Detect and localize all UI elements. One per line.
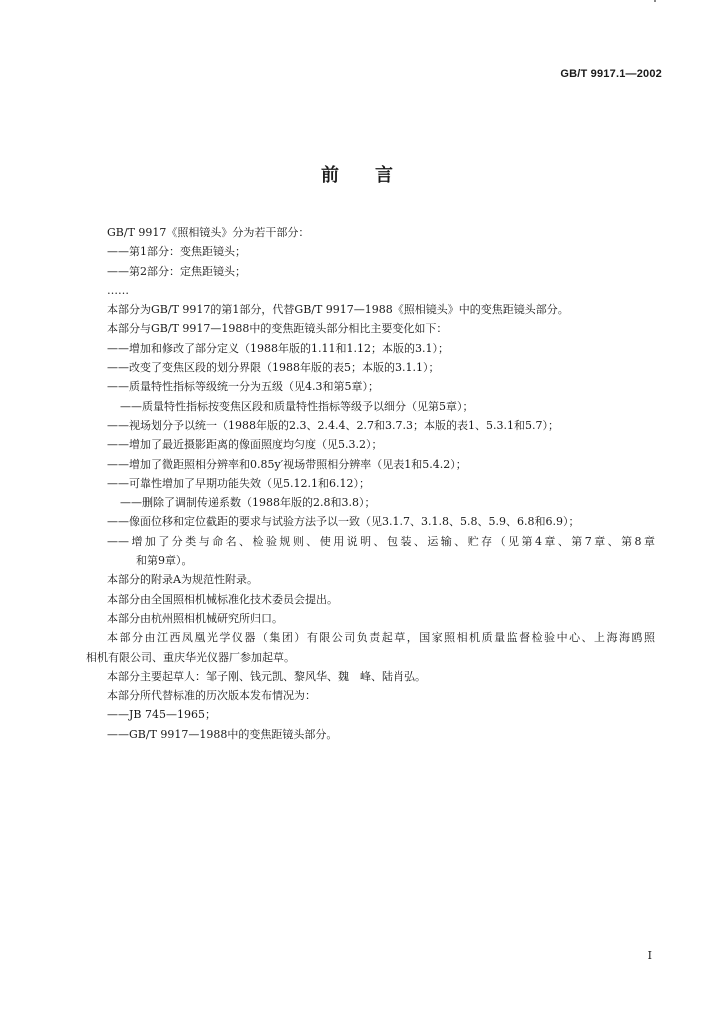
paragraph-line: 本部分由江西凤凰光学仪器（集团）有限公司负责起草，国家照相机质量监督检验中心、上海海鸥照 [107, 631, 655, 645]
change-item: ——增加了最近摄影距离的像面照度均匀度（见5.3.2）； [107, 438, 383, 452]
change-item: ——增加和修改了部分定义（1988年版的1.11和1.12；本版的3.1）； [107, 341, 449, 355]
change-item: ——像面位移和定位截距的要求与试验方法予以一致（见3.1.7、3.1.8、5.8、5.9、6.8和6.9）； [107, 515, 580, 529]
paragraph-line: 本部分由杭州照相机械研究所归口。 [107, 611, 283, 625]
list-item: ——第2部分：定焦距镜头； [107, 264, 246, 278]
list-item: ——第1部分：变焦距镜头； [107, 245, 246, 259]
page-title: 前言 [321, 165, 429, 186]
change-item-continued: 和第9章）。 [136, 554, 193, 568]
paragraph-line: GB/T 9917《照相镜头》分为若干部分： [107, 226, 310, 239]
change-item: ——视场划分予以统一（1988年版的2.3、2.4.4、2.7和3.7.3；本版的表1、5.3.1和5.7）； [107, 418, 559, 432]
foreword-body [0, 223, 714, 744]
standard-code: GB/T 9917.1—2002 [560, 68, 662, 80]
paragraph-line: 本部分所代替标准的历次版本发布情况为： [107, 689, 316, 703]
paragraph-line: 本部分的附录A为规范性附录。 [107, 573, 258, 587]
change-item: ——改变了变焦区段的划分界限（1988年版的表5；本版的3.1.1）； [107, 361, 440, 375]
change-item: ——质量特性指标等级统一分为五级（见4.3和第5章）； [107, 380, 379, 394]
paragraph-line: 本部分与GB/T 9917—1988中的变焦距镜头部分相比主要变化如下： [107, 322, 448, 336]
change-item: ——删除了调制传递系数（1988年版的2.8和3.8）； [120, 496, 376, 510]
history-item: ——JB 745—1965； [107, 708, 216, 722]
history-item: ——GB/T 9917—1988中的变焦距镜头部分。 [107, 727, 338, 741]
page-number: I [647, 949, 652, 962]
paragraph-line: 本部分由全国照相机械标准化技术委员会提出。 [107, 592, 338, 606]
paragraph-line: 本部分为GB/T 9917的第1部分，代替GB/T 9917—1988《照相镜头》中的变焦距镜头部分。 [107, 303, 569, 317]
change-item: ——质量特性指标按变焦区段和质量特性指标等级予以细分（见第5章）； [120, 399, 474, 413]
paragraph-line-continued: 相机有限公司、重庆华光仪器厂参加起草。 [86, 650, 295, 664]
change-item: ——可靠性增加了早期功能失效（见5.12.1和6.12）； [107, 476, 370, 490]
change-item: ——增加了分类与命名、检验规则、使用说明、包装、运输、贮存（见第4章、第7章、第8章 [107, 534, 655, 548]
ellipsis-line: …… [107, 283, 129, 297]
change-item: ——增加了微距照相分辨率和0.85y′视场带照相分辨率（见表1和5.4.2）； [107, 457, 467, 471]
scan-speck [654, 0, 656, 2]
paragraph-line: 本部分主要起草人：邹子刚、钱元凯、黎风华、魏 峰、陆肖弘。 [107, 669, 426, 683]
